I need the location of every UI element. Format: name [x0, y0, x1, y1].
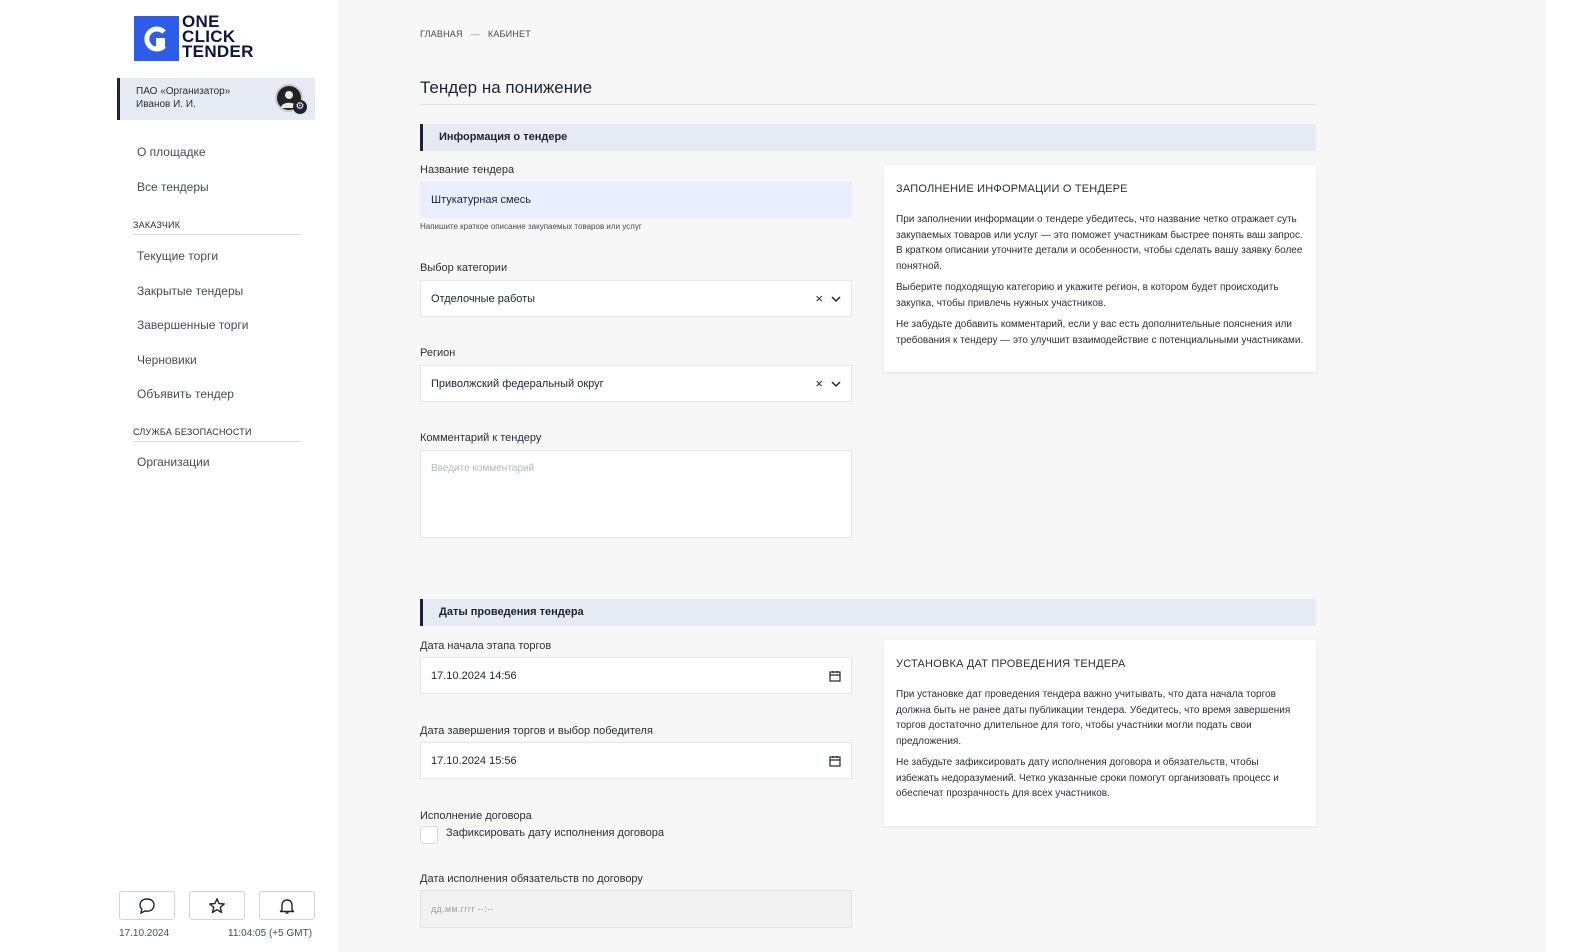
footer-date: 17.10.2024 — [119, 928, 170, 939]
info-card-paragraph: Выберите подходящую категорию и укажите регион, в котором будет происходить закупка, чтобы привлечь нужных участников. — [896, 282, 1279, 309]
info-card-title: УСТАНОВКА ДАТ ПРОВЕДЕНИЯ ТЕНДЕРА — [896, 658, 1126, 670]
notifications-button[interactable] — [259, 891, 315, 920]
section-header-dates — [420, 599, 1316, 626]
main-content — [338, 0, 1546, 952]
user-card[interactable] — [117, 78, 315, 120]
comment-placeholder: Введите комментарий — [431, 463, 535, 474]
chat-icon — [138, 897, 156, 915]
breadcrumb-home[interactable]: ГЛАВНАЯ — [420, 29, 463, 39]
info-card-paragraph: При заполнении информации о тендере убедитесь, что название четко отражает суть закупаемых товаров или услуг — это поможет участникам быстрее понять ваш запрос. В кратком описании уточните детали и особенности, чтобы сделать вашу заявку более понятной. — [896, 214, 1303, 272]
right-margin — [1546, 0, 1591, 952]
tender-name-label: Название тендера — [420, 164, 515, 176]
contract-date-checkbox-label[interactable]: Зафиксировать дату исполнения договора — [446, 827, 665, 839]
nav-group-security: СЛУЖБА БЕЗОПАСНОСТИ — [133, 427, 301, 442]
section-header-info — [420, 124, 1316, 151]
obligations-date-placeholder: дд.мм.гггг --:-- — [431, 904, 494, 914]
bell-icon — [278, 897, 296, 915]
nav-item-all-tenders[interactable]: Все тендеры — [137, 180, 209, 194]
start-date-input[interactable] — [420, 657, 852, 694]
calendar-icon[interactable] — [829, 755, 841, 767]
category-select[interactable] — [420, 280, 852, 317]
end-date-label: Дата завершения торгов и выбор победителя — [420, 725, 653, 737]
info-card-paragraph: При установке дат проведения тендера важно учитывать, что дата начала торгов должна быть не ранее даты публикации тендера. Убедитесь, что время завершения торгов достаточно длительное для того, чтобы участники могли подать свои предложения. — [896, 689, 1291, 747]
settings-gear-icon[interactable]: ⚙ — [293, 100, 307, 114]
region-value: Приволжский федеральный округ — [431, 378, 604, 390]
calendar-icon[interactable] — [829, 670, 841, 682]
star-icon — [208, 897, 226, 915]
region-label: Регион — [420, 347, 456, 359]
contract-date-checkbox[interactable] — [420, 826, 438, 844]
end-date-input[interactable] — [420, 742, 852, 779]
logo-mark-icon — [134, 16, 179, 61]
obligations-date-input — [420, 890, 852, 928]
title-divider — [420, 104, 1316, 105]
tender-name-input[interactable] — [420, 181, 852, 218]
page-title: Тендер на понижение — [420, 78, 593, 97]
region-select[interactable] — [420, 365, 852, 402]
info-card-dates — [884, 640, 1316, 826]
section-title-dates: Даты проведения тендера — [439, 606, 584, 618]
nav-item-current-trades[interactable]: Текущие торги — [137, 249, 219, 263]
nav-item-closed-tenders[interactable]: Закрытые тендеры — [137, 284, 244, 298]
info-card-paragraph: Не забудьте зафиксировать дату исполнения договора и обязательств, чтобы избежать недоразумений. Четко указанные сроки помогут организовать процесс и обеспечат прозрачность для всех участников. — [896, 757, 1279, 799]
logo[interactable] — [134, 14, 254, 62]
nav-item-announce-tender[interactable]: Объявить тендер — [137, 387, 234, 401]
info-card-tender — [884, 165, 1316, 372]
footer-time: 11:04:05 (+5 GMT) — [228, 928, 313, 939]
comment-textarea[interactable] — [420, 450, 852, 538]
section-title-info: Информация о тендере — [439, 131, 568, 143]
info-card-paragraph: Не забудьте добавить комментарий, если у вас есть дополнительные пояснения или требования к тендеру — это улучшит взаимодействие с потенциальными участниками. — [896, 319, 1304, 346]
nav-group-customer: ЗАКАЗЧИК — [133, 220, 301, 235]
chevron-down-icon[interactable] — [830, 293, 842, 305]
category-label: Выбор категории — [420, 262, 508, 274]
logo-line-click: CLICK — [182, 27, 236, 46]
clear-icon[interactable]: × — [815, 376, 823, 391]
breadcrumb-cabinet[interactable]: КАБИНЕТ — [487, 29, 531, 39]
favorites-button[interactable] — [189, 891, 245, 920]
sidebar — [0, 0, 338, 952]
logo-line-tender: TENDER — [182, 42, 254, 61]
start-date-value: 17.10.2024 14:56 — [431, 670, 517, 682]
category-value: Отделочные работы — [431, 293, 536, 305]
chat-button[interactable] — [119, 891, 175, 920]
breadcrumb: ГЛАВНАЯ — КАБИНЕТ — [420, 29, 531, 39]
nav-item-drafts[interactable]: Черновики — [137, 353, 197, 367]
contract-label: Исполнение договора — [420, 810, 532, 822]
obligations-date-label: Дата исполнения обязательств по договору — [420, 873, 643, 885]
comment-label: Комментарий к тендеру — [420, 432, 542, 444]
user-org: ПАО «Организатор» — [136, 86, 231, 97]
nav-item-finished-trades[interactable]: Завершенные торги — [137, 318, 249, 332]
nav-item-about[interactable]: О площадке — [137, 145, 206, 159]
nav-item-organizations[interactable]: Организации — [137, 455, 210, 469]
clear-icon[interactable]: × — [815, 291, 823, 306]
end-date-value: 17.10.2024 15:56 — [431, 755, 517, 767]
info-card-title: ЗАПОЛНЕНИЕ ИНФОРМАЦИИ О ТЕНДЕРЕ — [896, 183, 1128, 195]
chevron-down-icon[interactable] — [830, 378, 842, 390]
logo-text — [182, 14, 254, 59]
logo-line-one: ONE — [182, 12, 220, 31]
user-name: Иванов И. И. — [136, 99, 196, 110]
tender-name-value: Штукатурная смесь — [431, 194, 531, 206]
start-date-label: Дата начала этапа торгов — [420, 640, 552, 652]
tender-name-hint: Напишите краткое описание закупаемых товаров или услуг — [420, 222, 642, 231]
